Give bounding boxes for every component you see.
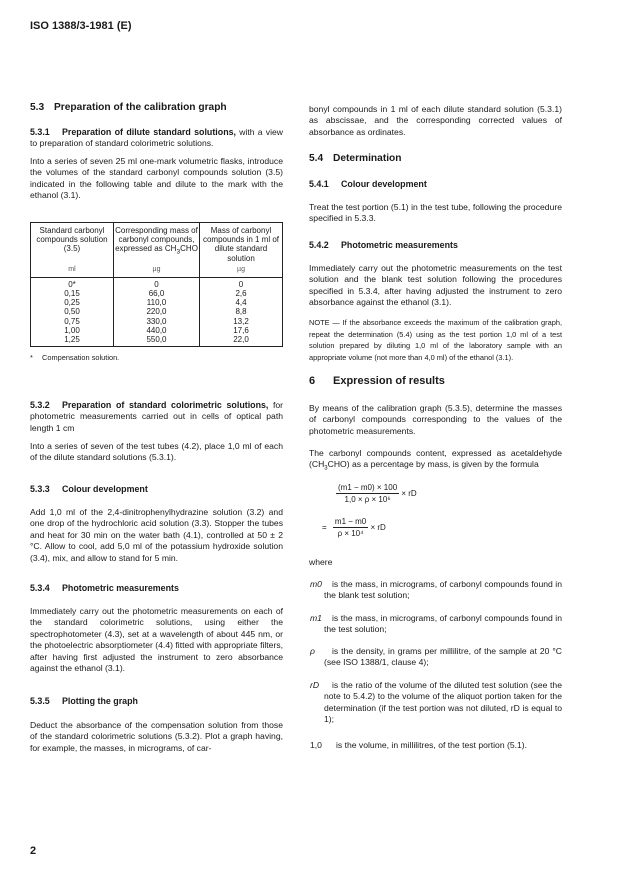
section-5-3-1: 5.3.1 Preparation of dilute standard solutions, with a view to preparation of standard colorimetric solutions. <box>30 127 283 149</box>
definition-m1: m1 is the mass, in micrograms, of carbonyl compounds found in the test solution; <box>310 613 562 635</box>
table-header: Corresponding mass of carbonyl compounds, expressed as $CH_3CHO$ <box>114 223 200 263</box>
section-5-3-5-heading: 5.3.5 Plotting the graph <box>30 696 138 706</box>
table-header: Standard carbonyl compounds solution (3.5) <box>31 223 114 263</box>
section-5-3-3-para: Add 1,0 ml of the 2,4-dinitrophenylhydrazine solution (3.2) and one drop of the hydrochloric acid solution (3.3). Stopper the tubes and heat for 30 min on the water bath (4.1), controlled at 50 ± 2 °C. Allow to cool, add 5,0 ml of the potassium hydroxide solution (3.4), mix, and allow to stand for 5 min. <box>30 507 283 563</box>
table-row: 0,15 66,0 2,6 <box>31 289 283 298</box>
definition-volume: 1,0 is the volume, in millilitres, of the test portion (5.1). <box>310 740 528 750</box>
formula-2: = $\frac{m1 - m0}{\text{ρ × 10⁴}}$ × rD <box>322 517 386 539</box>
section-5-4-1-para: Treat the test portion (5.1) in the test tube, following the procedure specified in 5.3.3. <box>309 202 562 224</box>
table-header: Mass of carbonyl compounds in 1 ml of dilute standard solution <box>200 223 283 263</box>
section-5-4-heading: 5.4 Determination <box>309 153 402 164</box>
section-5-3-heading: 5.3 Preparation of the calibration graph <box>30 102 227 113</box>
section-5-3-4-para: Immediately carry out the photometric measurements on each of the standard colorimetric solutions, using either the spectrophotometer (4.3), set at a wavelength of about 445 nm, or the photoelectric absorptiometer (4.4) fitted with appropriate filters, after having first adjusted the instrument to zero absorbance against the ethanol (3.1). <box>30 606 283 674</box>
page-header: ISO 1388/3-1981 (E) <box>30 20 132 32</box>
table-footnote: * Compensation solution. <box>30 353 120 363</box>
page-number: 2 <box>30 845 37 857</box>
section-5-3-3-heading: 5.3.3 Colour development <box>30 484 148 494</box>
table-row: 0,50 220,0 8,8 <box>31 307 283 316</box>
section-5-4-2-note: NOTE — If the absorbance exceeds the maximum of the calibration graph, repeat the determination (5.4) using as the test portion 1,0 ml of a test solution prepared by diluting 1,0 ml of the laboratory sample with an appropriate volume (not more than 4,0 ml) of the ethanol (3.1). <box>309 318 562 362</box>
section-6-heading: 6 Expression of results <box>309 375 445 387</box>
section-5-3-2: 5.3.2 Preparation of standard colorimetric solutions, for photometric measurements carried out in cells of optical path length 1 cm <box>30 400 283 433</box>
calibration-table-block <box>30 222 283 364</box>
section-5-3-5-para-cont: bonyl compounds in 1 ml of each dilute standard solution (5.3.1) as abscissae, and the corresponding corrected values of absorbance as ordinates. <box>309 104 562 137</box>
section-5-3-4-heading: 5.3.4 Photometric measurements <box>30 583 179 593</box>
table-row: 0,25 110,0 4,4 <box>31 298 283 307</box>
table-row: 0* 0 0 <box>31 277 283 289</box>
section-5-4-1-heading: 5.4.1 Colour development <box>309 179 427 189</box>
definition-rD: rD is the ratio of the volume of the diluted test solution (see the note to 5.4.2) to the volume of the aliquot portion taken for the determination (if the test portion was not diluted, rD is equal to 1); <box>310 680 562 725</box>
calibration-table <box>30 222 283 347</box>
section-5-4-2-heading: 5.4.2 Photometric measurements <box>309 240 458 250</box>
section-6-para-2: The carbonyl compounds content, expressed as acetaldehyde $(CH_3CHO)$ as a percentage by mass, is given by the formula <box>309 448 562 473</box>
table-units-row: ml µg µg <box>31 263 283 278</box>
section-5-4-2-para: Immediately carry out the photometric measurements on the test solution and the blank test solution following the procedures specified in 5.3.4, after having adjusted the instrument to zero absorbance against the ethanol (3.1). <box>309 263 562 308</box>
where-label: where <box>309 557 333 567</box>
table-row: 1,00 440,0 17,6 <box>31 326 283 335</box>
table-row: 1,25 550,0 22,0 <box>31 335 283 347</box>
definition-rho: ρ is the density, in grams per millilitre, of the sample at 20 °C (see ISO 1388/1, clause 4); <box>310 646 562 668</box>
section-5-3-2-para: Into a series of seven of the test tubes (4.2), place 1,0 ml of each of the dilute standard solutions (5.3.1). <box>30 441 283 463</box>
section-5-3-1-para: Into a series of seven 25 ml one-mark volumetric flasks, introduce the volumes of the standard carbonyl compounds solution (3.5) indicated in the following table and dilute to the mark with the ethanol (3.1). <box>30 156 283 201</box>
table-row: 0,75 330,0 13,2 <box>31 317 283 326</box>
section-6-para-1: By means of the calibration graph (5.3.5), determine the masses of carbonyl compounds corresponding to the values of the photometric measurements. <box>309 403 562 436</box>
formula-1: $\frac{(m1 - m0) \times 100}{\text{1,0 × ρ × 10⁶}}$ × rD <box>338 483 417 505</box>
definition-m0: m0 is the mass, in micrograms, of carbonyl compounds found in the blank test solution; <box>310 579 562 601</box>
section-5-3-5-para: Deduct the absorbance of the compensation solution from those of the standard colorimetric solutions (5.3.2). Plot a graph having, for example, the masses, in micrograms, of car- <box>30 720 283 753</box>
